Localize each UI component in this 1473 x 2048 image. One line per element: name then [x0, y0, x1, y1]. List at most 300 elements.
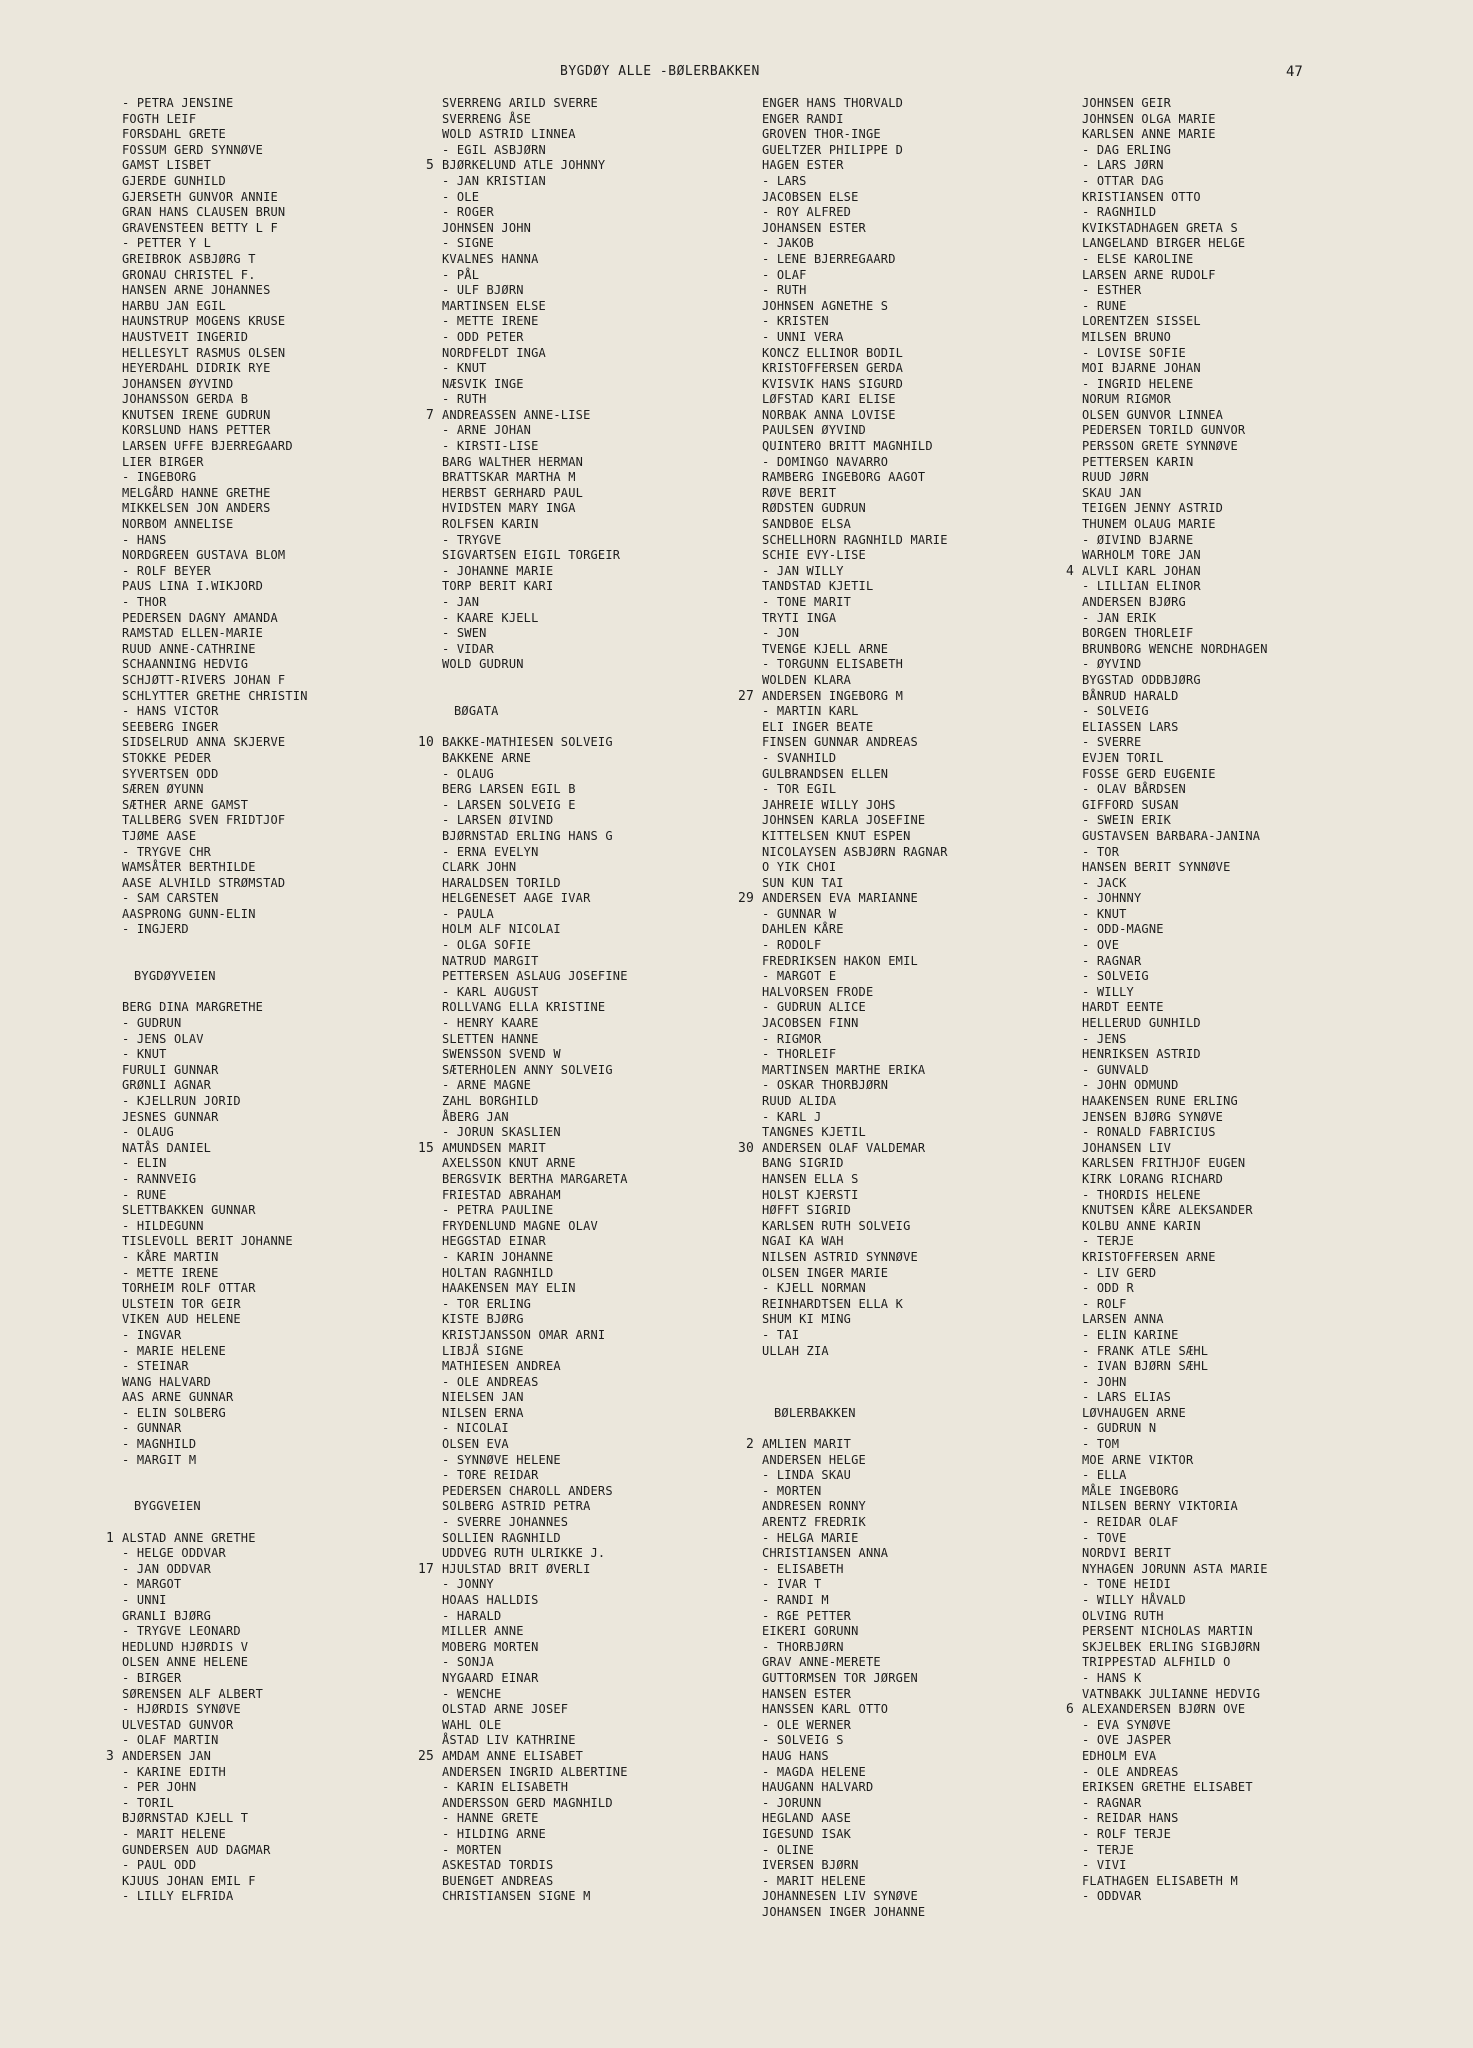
entry-text: RUUD ALIDA — [762, 1094, 837, 1108]
resident-entry — [762, 1765, 948, 1781]
resident-entry — [122, 1156, 308, 1172]
entry-text: LIBJÅ SIGNE — [442, 1343, 524, 1358]
entry-text: - FRANK ATLE SÆHL — [1082, 1343, 1209, 1358]
resident-entry — [122, 96, 308, 112]
resident-entry — [762, 112, 948, 128]
resident-entry — [122, 657, 308, 673]
entry-text: THUNEM OLAUG MARIE — [1082, 517, 1216, 532]
entry-text: KVISVIK HANS SIGURD — [762, 376, 904, 391]
entry-text: SIDSELRUD ANNA SKJERVE — [122, 735, 286, 750]
entry-text: WOLDEN KLARA — [762, 672, 852, 687]
entry-text: NORDFELDT INGA — [442, 345, 546, 360]
resident-entry — [442, 579, 628, 595]
resident-entry — [762, 1655, 948, 1671]
entry-text: - SWEN — [442, 626, 487, 641]
resident-entry — [442, 1312, 628, 1328]
resident-entry — [762, 1234, 948, 1250]
entry-text: PETTERSEN KARIN — [1082, 454, 1194, 469]
entry-text: - OLE ANDREAS — [1082, 1764, 1179, 1779]
entry-text: HJULSTAD BRIT ØVERLI — [442, 1561, 591, 1576]
resident-entry — [762, 1125, 948, 1141]
entry-text: RAMBERG INGEBORG AAGOT — [762, 470, 926, 485]
entry-text: KISTE BJØRG — [442, 1312, 524, 1327]
entry-text: - RUTH — [442, 392, 487, 407]
blank-line — [442, 720, 628, 736]
resident-entry — [122, 236, 308, 252]
entry-text: AXELSSON KNUT ARNE — [442, 1156, 576, 1171]
entry-text: LØVHAUGEN ARNE — [1082, 1405, 1186, 1420]
resident-entry — [442, 268, 628, 284]
resident-entry — [442, 221, 628, 237]
entry-text: - ROLF TERJE — [1082, 1826, 1172, 1841]
entry-text: - ESTHER — [1082, 283, 1142, 298]
entry-text: HANSEN ELLA S — [762, 1171, 859, 1186]
entry-text: UDDVEG RUTH ULRIKKE J. — [442, 1546, 606, 1561]
resident-entry — [442, 891, 628, 907]
entry-text: KARLSEN ANNE MARIE — [1082, 127, 1216, 142]
resident-entry — [122, 1889, 308, 1905]
resident-entry — [442, 1874, 628, 1890]
entry-text: NYGAARD EINAR — [442, 1670, 539, 1685]
entry-text: - KNUT — [1082, 906, 1127, 921]
resident-entry — [442, 1515, 628, 1531]
entry-text: - MORTEN — [442, 1842, 502, 1857]
entry-text: - OTTAR DAG — [1082, 173, 1164, 188]
resident-entry — [122, 221, 308, 237]
entry-text: - ELIN SOLBERG — [122, 1405, 226, 1420]
resident-entry — [1082, 501, 1268, 517]
house-number: 2 — [745, 1437, 754, 1453]
resident-entry — [762, 1047, 948, 1063]
entry-text: - RAGNHILD — [1082, 205, 1157, 220]
entry-text: - ERNA EVELYN — [442, 844, 539, 859]
resident-entry — [1082, 782, 1268, 798]
entry-text: HOLM ALF NICOLAI — [442, 922, 561, 937]
resident-entry — [762, 486, 948, 502]
entry-text: - JOHNNY — [1082, 891, 1142, 906]
entry-text: TALLBERG SVEN FRIDTJOF — [122, 813, 286, 828]
resident-entry — [122, 517, 308, 533]
entry-text: - JOHN ODMUND — [1082, 1078, 1179, 1093]
entry-text: BAKKENE ARNE — [442, 750, 532, 765]
resident-entry — [762, 938, 948, 954]
entry-text: ERIKSEN GRETHE ELISABET — [1082, 1780, 1253, 1795]
entry-text: - JAN ERIK — [1082, 610, 1157, 625]
resident-entry — [442, 1047, 628, 1063]
resident-entry — [1082, 673, 1268, 689]
resident-entry — [1082, 252, 1268, 268]
entry-text: - OLE ANDREAS — [442, 1374, 539, 1389]
resident-entry — [442, 860, 628, 876]
entry-text: RØVE BERIT — [762, 485, 837, 500]
entry-text: NILSEN BERNY VIKTORIA — [1082, 1499, 1238, 1514]
resident-entry — [1082, 486, 1268, 502]
resident-entry — [442, 548, 628, 564]
resident-entry — [762, 1609, 948, 1625]
entry-text: - JAN — [442, 595, 480, 609]
entry-text: EDHOLM EVA — [1082, 1748, 1157, 1763]
entry-text: - SVANHILD — [762, 750, 837, 765]
entry-text: PAULSEN ØYVIND — [762, 423, 866, 438]
entry-text: JOHNSEN KARLA JOSEFINE — [762, 813, 926, 828]
entry-text: HENRIKSEN ASTRID — [1082, 1047, 1201, 1062]
entry-text: JOHANSEN ESTER — [762, 220, 866, 235]
resident-entry — [762, 1827, 948, 1843]
entry-text: KORSLUND HANS PETTER — [122, 423, 271, 438]
resident-entry — [1082, 1468, 1268, 1484]
resident-entry — [1082, 1546, 1268, 1562]
entry-text: GROVEN THOR-INGE — [762, 127, 881, 142]
entry-text: AASPRONG GUNN-ELIN — [122, 906, 256, 921]
resident-entry — [1082, 190, 1268, 206]
resident-entry — [442, 829, 628, 845]
resident-entry — [1082, 1000, 1268, 1016]
entry-text: - HARALD — [442, 1608, 502, 1623]
resident-entry — [1082, 1094, 1268, 1110]
entry-text: BRATTSKAR MARTHA M — [442, 470, 576, 485]
entry-text: KARLSEN FRITHJOF EUGEN — [1082, 1156, 1246, 1171]
resident-entry — [762, 860, 948, 876]
resident-entry — [762, 408, 948, 424]
resident-entry — [442, 1406, 628, 1422]
resident-entry — [1082, 1406, 1268, 1422]
entry-text: KIRK LORANG RICHARD — [1082, 1171, 1224, 1186]
resident-entry — [442, 1375, 628, 1391]
entry-text: - UNNI VERA — [762, 329, 844, 344]
entry-text: - RIGMOR — [762, 1031, 822, 1046]
house-number: 4 — [1065, 563, 1074, 579]
entry-text: SLETTBAKKEN GUNNAR — [122, 1203, 256, 1218]
entry-text: - DOMINGO NAVARRO — [762, 454, 889, 469]
entry-text: - SONJA — [442, 1655, 494, 1670]
resident-entry — [762, 501, 948, 517]
resident-entry — [1082, 1063, 1268, 1079]
entry-text: MELGÅRD HANNE GRETHE — [122, 485, 271, 500]
entry-text: - TERJE — [1082, 1234, 1134, 1249]
resident-entry — [762, 813, 948, 829]
resident-entry — [442, 1172, 628, 1188]
entry-text: - TONE HEIDI — [1082, 1577, 1172, 1592]
entry-text: MOI BJARNE JOHAN — [1082, 361, 1201, 376]
resident-entry — [1082, 1110, 1268, 1126]
resident-entry — [105, 1530, 308, 1547]
entry-text: SEEBERG INGER — [122, 719, 219, 734]
resident-entry — [122, 1609, 308, 1625]
entry-text: - JORUN SKASLIEN — [442, 1125, 561, 1140]
resident-entry — [122, 1344, 308, 1360]
resident-entry — [1082, 1843, 1268, 1859]
resident-entry — [442, 1671, 628, 1687]
entry-text: TRYTI INGA — [762, 610, 837, 625]
blank-line — [122, 954, 308, 970]
resident-entry — [442, 1250, 628, 1266]
resident-entry — [122, 1624, 308, 1640]
entry-text: VIKEN AUD HELENE — [122, 1312, 241, 1327]
resident-entry — [762, 798, 948, 814]
page-number: 47 — [1286, 64, 1303, 80]
entry-text: - SOLVEIG S — [762, 1733, 844, 1748]
entry-text: - TOVE — [1082, 1530, 1127, 1545]
resident-entry — [442, 252, 628, 268]
resident-entry — [737, 891, 948, 907]
resident-entry — [442, 1281, 628, 1297]
entry-text: HARDT EENTE — [1082, 1000, 1164, 1015]
entry-text: AMUNDSEN MARIT — [442, 1140, 546, 1155]
entry-text: JENSEN BJØRG SYNØVE — [1082, 1109, 1224, 1124]
resident-entry — [417, 1748, 628, 1765]
entry-text: - RODOLF — [762, 938, 822, 953]
entry-text: OLSTAD ARNE JOSEF — [442, 1702, 569, 1717]
resident-entry — [762, 361, 948, 377]
resident-entry — [1082, 517, 1268, 533]
resident-entry — [442, 1577, 628, 1593]
entry-text: LIER BIRGER — [122, 454, 204, 469]
entry-text: - ROGER — [442, 205, 494, 220]
entry-text: MATHIESEN ANDREA — [442, 1359, 561, 1374]
entry-text: KVIKSTADHAGEN GRETA S — [1082, 220, 1238, 235]
entry-text: - OLAF MARTIN — [122, 1733, 219, 1748]
resident-entry — [1082, 127, 1268, 143]
resident-entry — [762, 1484, 948, 1500]
resident-entry — [122, 501, 308, 517]
entry-text: - INGEBORG — [122, 470, 197, 485]
entry-text: - HANS K — [1082, 1670, 1142, 1685]
entry-text: ANDERSEN BJØRG — [1082, 595, 1186, 609]
resident-entry — [737, 688, 948, 705]
entry-text: BERG DINA MARGRETHE — [122, 1000, 264, 1015]
resident-entry — [1082, 455, 1268, 471]
resident-entry — [762, 1000, 948, 1016]
entry-text: - LIV GERD — [1082, 1265, 1157, 1280]
entry-text: NORBOM ANNELISE — [122, 517, 234, 532]
entry-text: - RUNE — [1082, 298, 1127, 313]
entry-text: - TOM — [1082, 1437, 1120, 1452]
resident-entry — [442, 423, 628, 439]
entry-text: ANDERSSON GERD MAGNHILD — [442, 1795, 613, 1810]
resident-entry — [442, 1811, 628, 1827]
entry-text: HAUG HANS — [762, 1748, 829, 1763]
entry-text: NORBAK ANNA LOVISE — [762, 407, 896, 422]
resident-entry — [762, 564, 948, 580]
resident-entry — [442, 1266, 628, 1282]
directory-column-3 — [737, 96, 948, 1920]
entry-text: - LARSEN SOLVEIG E — [442, 797, 576, 812]
entry-text: NILSEN ASTRID SYNNØVE — [762, 1249, 918, 1264]
entry-text: - JAN WILLY — [762, 563, 844, 578]
resident-entry — [442, 346, 628, 362]
entry-text: NORDVI BERIT — [1082, 1546, 1172, 1561]
house-number: 5 — [425, 158, 434, 174]
entry-text: - WILLY HÅVALD — [1082, 1593, 1186, 1607]
resident-entry — [442, 1702, 628, 1718]
entry-text: HAAKENSEN RUNE ERLING — [1082, 1094, 1238, 1108]
entry-text: HARBU JAN EGIL — [122, 298, 226, 313]
entry-text: WAHL OLE — [442, 1717, 502, 1732]
entry-text: ARENTZ FREDRIK — [762, 1515, 866, 1530]
entry-text: GJERDE GUNHILD — [122, 173, 226, 188]
resident-entry — [1082, 439, 1268, 455]
resident-entry — [762, 1032, 948, 1048]
entry-text: - PÅL — [442, 267, 480, 282]
resident-entry — [1082, 1188, 1268, 1204]
resident-entry — [442, 954, 628, 970]
resident-entry — [442, 190, 628, 206]
entry-text: NIELSEN JAN — [442, 1390, 524, 1405]
resident-entry — [1082, 751, 1268, 767]
entry-text: ÅBERG JAN — [442, 1109, 509, 1124]
resident-entry — [1082, 314, 1268, 330]
entry-text: - HANNE GRETE — [442, 1811, 539, 1826]
entry-text: JOHNSEN GEIR — [1082, 96, 1172, 110]
entry-text: EIKERI GORUNN — [762, 1624, 859, 1639]
resident-entry — [762, 423, 948, 439]
entry-text: HANSSEN KARL OTTO — [762, 1702, 889, 1717]
entry-text: GRONAU CHRISTEL F. — [122, 267, 256, 282]
resident-entry — [122, 907, 308, 923]
resident-entry — [122, 392, 308, 408]
resident-entry — [122, 876, 308, 892]
resident-entry — [122, 1718, 308, 1734]
entry-text: OLSEN INGER MARIE — [762, 1265, 889, 1280]
entry-text: HANSEN ARNE JOHANNES — [122, 283, 271, 298]
entry-text: - TOR EGIL — [762, 782, 837, 797]
resident-entry — [1082, 720, 1268, 736]
entry-text: - SOLVEIG — [1082, 969, 1149, 984]
entry-text: - HJØRDIS SYNØVE — [122, 1702, 241, 1717]
entry-text: GUSTAVSEN BARBARA-JANINA — [1082, 828, 1261, 843]
entry-text: - ELLA — [1082, 1468, 1127, 1483]
entry-text: JACOBSEN FINN — [762, 1016, 859, 1031]
resident-entry — [105, 1748, 308, 1765]
entry-text: - KNUT — [442, 361, 487, 376]
resident-entry — [762, 1671, 948, 1687]
resident-entry — [122, 720, 308, 736]
resident-entry — [1082, 1141, 1268, 1157]
entry-text: - ULF BJØRN — [442, 283, 524, 298]
entry-text: - LARS JØRN — [1082, 158, 1164, 173]
entry-text: BUENGET ANDREAS — [442, 1873, 554, 1888]
entry-text: NORDGREEN GUSTAVA BLOM — [122, 548, 286, 563]
entry-text: - MARTIN KARL — [762, 704, 859, 719]
resident-entry — [122, 767, 308, 783]
resident-entry — [762, 96, 948, 112]
entry-text: KNUTSEN KÅRE ALEKSANDER — [1082, 1203, 1253, 1218]
resident-entry — [122, 112, 308, 128]
entry-text: - ODD R — [1082, 1281, 1134, 1296]
resident-entry — [1082, 829, 1268, 845]
resident-entry — [442, 876, 628, 892]
resident-entry — [442, 1733, 628, 1749]
entry-text: LANGELAND BIRGER HELGE — [1082, 236, 1246, 251]
resident-entry — [122, 1250, 308, 1266]
entry-text: ENGER HANS THORVALD — [762, 96, 904, 110]
entry-text: - THORLEIF — [762, 1047, 837, 1062]
entry-text: - OLINE — [762, 1842, 814, 1857]
resident-entry — [442, 969, 628, 985]
directory-column-2 — [417, 96, 628, 1905]
entry-text: SCHJØTT-RIVERS JOHAN F — [122, 672, 286, 687]
resident-entry — [442, 751, 628, 767]
entry-text: - OLE — [442, 189, 480, 204]
entry-text: GRAN HANS CLAUSEN BRUN — [122, 205, 286, 220]
resident-entry — [762, 1453, 948, 1469]
entry-text: - INGVAR — [122, 1327, 182, 1342]
entry-text: - ELSE KAROLINE — [1082, 251, 1194, 266]
entry-text: HALVORSEN FRODE — [762, 984, 874, 999]
entry-text: ALEXANDERSEN BJØRN OVE — [1082, 1702, 1246, 1717]
resident-entry — [1082, 1655, 1268, 1671]
entry-text: PEDERSEN TORILD GUNVOR — [1082, 423, 1246, 438]
entry-text: BJØRNSTAD ERLING HANS G — [442, 828, 613, 843]
entry-text: - MARGIT M — [122, 1452, 197, 1467]
resident-entry — [1082, 1874, 1268, 1890]
resident-entry — [122, 205, 308, 221]
resident-entry — [442, 486, 628, 502]
entry-text: BYGDØYVEIEN — [134, 969, 216, 984]
resident-entry — [442, 1156, 628, 1172]
resident-entry — [1082, 1484, 1268, 1500]
resident-entry — [122, 158, 308, 174]
entry-text: MILLER ANNE — [442, 1624, 524, 1639]
entry-text: JOHNSEN OLGA MARIE — [1082, 111, 1216, 126]
resident-entry — [122, 1827, 308, 1843]
resident-entry — [442, 283, 628, 299]
resident-entry — [762, 1593, 948, 1609]
resident-entry — [1082, 1125, 1268, 1141]
entry-text: REINHARDTSEN ELLA K — [762, 1296, 904, 1311]
entry-text: - OLAUG — [442, 766, 494, 781]
resident-entry — [1082, 1687, 1268, 1703]
entry-text: HEDLUND HJØRDIS V — [122, 1639, 249, 1654]
resident-entry — [122, 346, 308, 362]
entry-text: GUTTORMSEN TOR JØRGEN — [762, 1670, 918, 1685]
resident-entry — [122, 1733, 308, 1749]
house-number: 30 — [737, 1140, 754, 1156]
street-heading — [122, 1499, 308, 1515]
entry-text: FOGTH LEIF — [122, 111, 197, 126]
resident-entry — [442, 314, 628, 330]
entry-text: SYVERTSEN ODD — [122, 766, 219, 781]
resident-entry — [1082, 1640, 1268, 1656]
entry-text: BYGGVEIEN — [134, 1499, 201, 1514]
resident-entry — [762, 533, 948, 549]
entry-text: - METTE IRENE — [122, 1265, 219, 1280]
entry-text: SOLBERG ASTRID PETRA — [442, 1499, 591, 1514]
entry-text: ANDERSEN INGEBORG M — [762, 688, 904, 703]
entry-text: SÆTHER ARNE GAMST — [122, 797, 249, 812]
resident-entry — [442, 1889, 628, 1905]
entry-text: - LILLY ELFRIDA — [122, 1889, 234, 1904]
resident-entry — [762, 299, 948, 315]
resident-entry — [1082, 1562, 1268, 1578]
entry-text: ÅSTAD LIV KATHRINE — [442, 1733, 576, 1748]
entry-text: - MARGOT E — [762, 969, 837, 984]
entry-text: TJØME AASE — [122, 828, 197, 843]
house-number: 15 — [417, 1140, 434, 1156]
entry-text: - EVA SYNØVE — [1082, 1717, 1172, 1732]
entry-text: - JONNY — [442, 1577, 494, 1592]
resident-entry — [762, 876, 948, 892]
resident-entry — [762, 1156, 948, 1172]
resident-entry — [1082, 1811, 1268, 1827]
resident-entry — [122, 626, 308, 642]
entry-text: FOSSE GERD EUGENIE — [1082, 766, 1216, 781]
resident-entry — [442, 1078, 628, 1094]
entry-text: - MORTEN — [762, 1483, 822, 1498]
resident-entry — [417, 1140, 628, 1157]
entry-text: TANGNES KJETIL — [762, 1125, 866, 1140]
entry-text: JOHANSSON GERDA B — [122, 392, 249, 407]
